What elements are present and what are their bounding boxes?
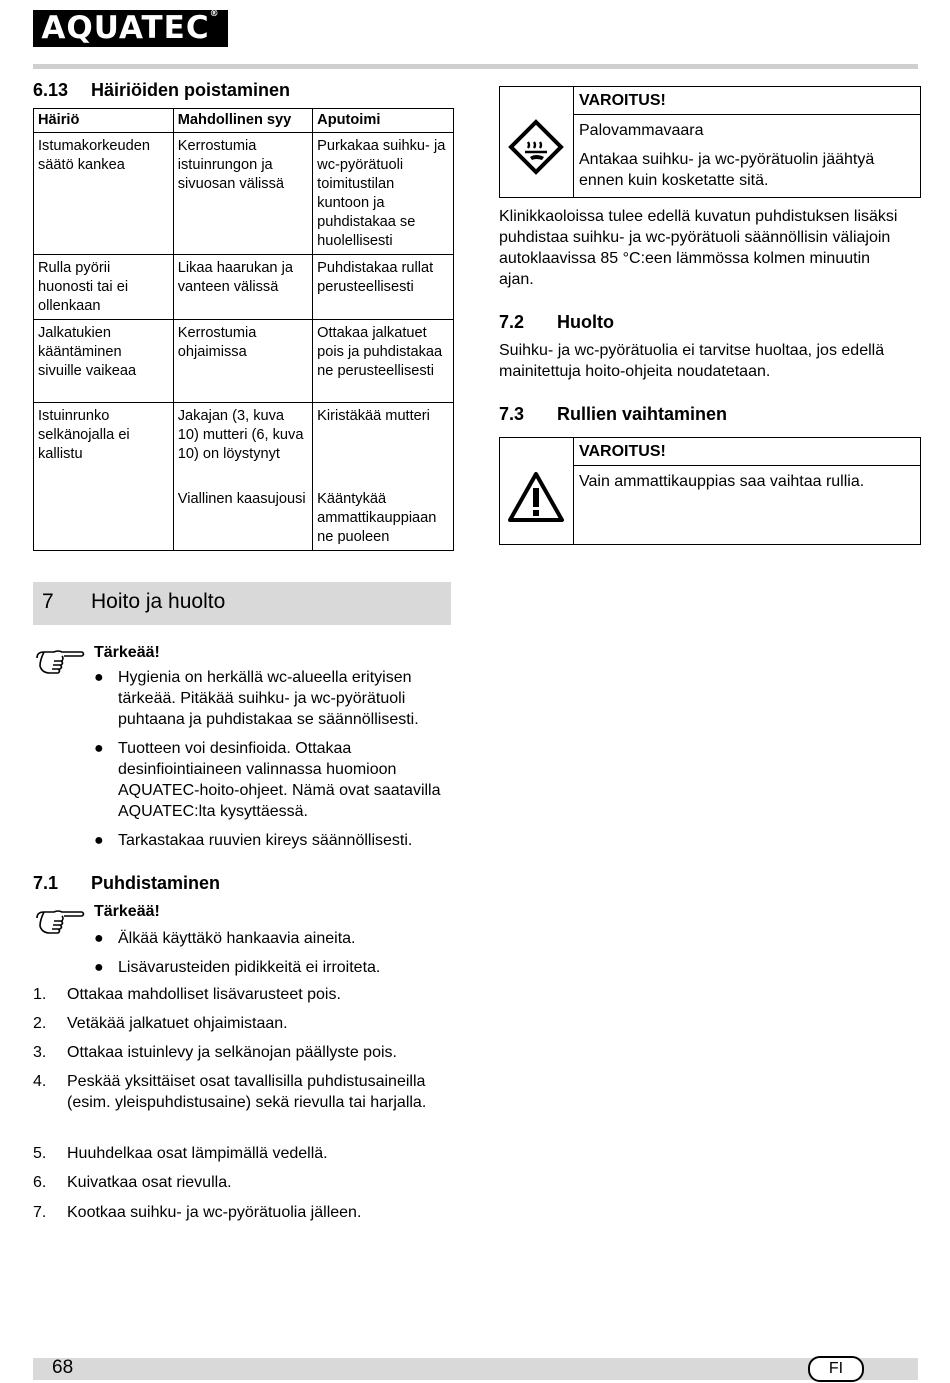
cell-cause: Likaa haarukan ja vanteen välissä: [173, 255, 312, 320]
hot-surface-icon: [508, 119, 564, 175]
clinic-cleaning-text: Klinikkaoloissa tulee edellä kuvatun puhdistuksen lisäksi puhdistaa suihku- ja wc-pyörätuoli säännöllisin väliajoin autoklaavissa 85 °C:een lämmössa kolmen minuutin ajan.: [499, 208, 898, 288]
section-6-13-heading: 6.13 Häiriöiden poistaminen: [33, 80, 291, 100]
table-row: [34, 403, 454, 486]
table-row: [34, 133, 454, 255]
cell-remedy: Ottakaa jalkatuet pois ja puhdistakaa ne perusteellisesti: [313, 320, 454, 403]
section-7-heading: 7 Hoito ja huolto: [33, 582, 451, 625]
header-rule: [33, 64, 918, 69]
cell-remedy: Purkakaa suihku- ja wc-pyörätuoli toimitustilan kuntoon ja puhdistakaa se huolellisesti: [313, 133, 454, 255]
burn-warning-box: [499, 86, 921, 198]
cell-remedy: Kääntykää ammattikauppiaan ne puoleen: [313, 486, 454, 551]
warning-icon-cell: [500, 87, 574, 197]
cell-cause: Kerrostumia istuinrungon ja sivuosan välissä: [173, 133, 312, 255]
pointing-hand-icon: [34, 906, 86, 936]
cell-cause: Kerrostumia ohjaimissa: [173, 320, 312, 403]
cell-remedy: Puhdistakaa rullat perusteellisesti: [313, 255, 454, 320]
warning-label: VAROITUS!: [574, 87, 920, 115]
cell-cause: Viallinen kaasujousi: [173, 486, 312, 551]
warning-label: VAROITUS!: [574, 438, 920, 466]
hazard-label: Palovammavaara: [579, 122, 704, 139]
list-item: ● Lisävarusteiden pidikkeitä ei irroiteta.: [94, 959, 381, 976]
header-remedy: Aputoimi: [313, 109, 454, 133]
cell-fault: Istumakorkeuden säätö kankea: [34, 133, 174, 255]
cell-fault: Rulla pyörii huonosti tai ei ollenkaan: [34, 255, 174, 320]
table-header-row: [34, 109, 454, 133]
section-7-1-heading: 7.1 Puhdistaminen: [33, 873, 221, 893]
header-fault: Häiriö: [34, 109, 174, 133]
cell-fault: [34, 486, 174, 551]
pointing-hand-icon: [34, 646, 86, 676]
list-item: ● Älkää käyttäkö hankaavia aineita.: [94, 930, 356, 947]
table-row: [34, 320, 454, 403]
aquatec-logo: AQUATEC®: [33, 10, 228, 47]
page-number: 68: [52, 1357, 74, 1378]
warning-icon-cell: [500, 438, 574, 544]
cell-remedy: Kiristäkää mutteri: [313, 403, 454, 486]
troubleshooting-table: [33, 108, 454, 551]
list-item: ● Hygienia on herkällä wc-alueella erityisen tärkeää. Pitäkää suihku- ja wc-pyörätuoli puhtaana ja puhdistakaa se säännöllisesti.: [94, 669, 419, 728]
list-item: ● Tarkastakaa ruuvien kireys säännöllisesti.: [94, 832, 413, 849]
warning-text: Antakaa suihku- ja wc-pyörätuolin jäähtyä ennen kuin kosketatte sitä.: [579, 151, 875, 189]
cell-fault: Jalkatukien kääntäminen sivuille vaikeaa: [34, 320, 174, 403]
important-label: Tärkeää!: [94, 644, 160, 661]
header-cause: Mahdollinen syy: [173, 109, 312, 133]
warning-text: Vain ammattikauppias saa vaihtaa rullia.: [579, 473, 865, 490]
section-7-3-heading: 7.3 Rullien vaihtaminen: [499, 404, 728, 424]
roller-warning-box: [499, 437, 921, 545]
warning-triangle-icon: [506, 470, 566, 524]
list-item: ● Tuotteen voi desinfioida. Ottakaa desinfiointiaineen valinnassa huomioon AQUATEC-hoito-ohjeet. Nämä ovat saatavilla AQUATEC:lta kysyttäessä.: [94, 740, 441, 820]
important-label: Tärkeää!: [94, 903, 160, 920]
footer-bar: [33, 1358, 918, 1380]
table-row: [34, 255, 454, 320]
section-7-2-heading: 7.2 Huolto: [499, 312, 614, 332]
language-badge: FI: [808, 1356, 864, 1382]
maintenance-text: Suihku- ja wc-pyörätuolia ei tarvitse huoltaa, jos edellä mainitettuja hoito-ohjeita noudatetaan.: [499, 342, 885, 380]
cell-cause: Jakajan (3, kuva 10) mutteri (6, kuva 10) on löystynyt: [173, 403, 312, 486]
table-row: [34, 486, 454, 551]
cell-fault: Istuinrunko selkänojalla ei kallistu: [34, 403, 174, 486]
